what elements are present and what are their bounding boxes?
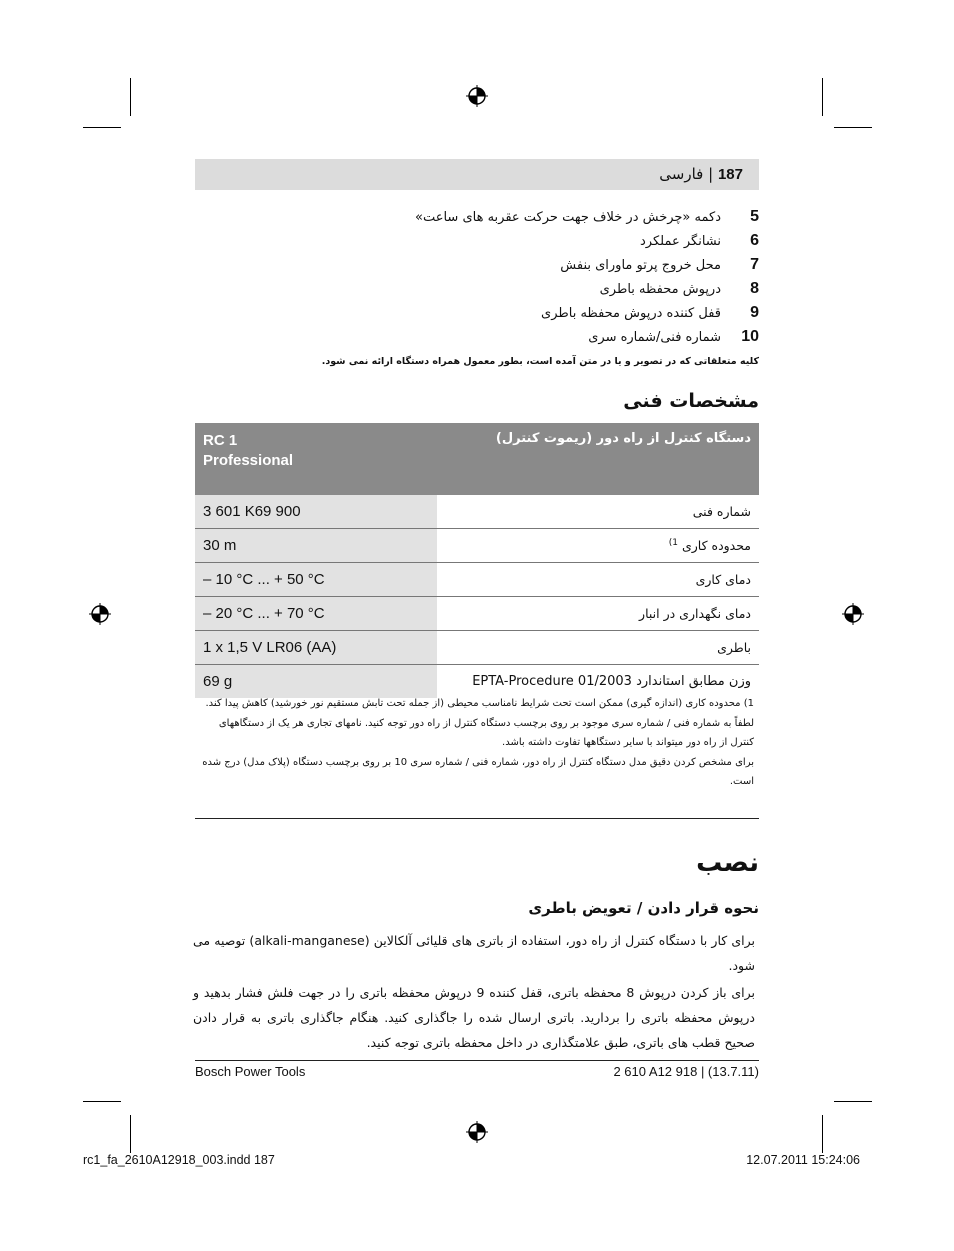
- registration-mark-icon: [466, 85, 488, 107]
- accessories-note: کلیه متعلقاتی که در تصویر و یا در متن آمده است، بطور معمول همراه دستگاه ارائه نمی شود.: [321, 356, 759, 367]
- spec-label: [437, 631, 759, 665]
- part-number: 6: [750, 232, 759, 249]
- spec-value: 1 x 1,5 V LR06 (AA): [195, 631, 437, 665]
- table-footnotes: [194, 694, 754, 792]
- part-number: 10: [741, 328, 759, 345]
- part-number: 9: [750, 304, 759, 321]
- spec-label-text: وزن مطابق استاندارد EPTA-Procedure 01/2003: [472, 674, 751, 689]
- spec-value: – 20 °C ... + 70 °C: [195, 597, 437, 631]
- divider: [195, 818, 759, 819]
- crop-mark: [822, 78, 823, 116]
- model-name: RC 1: [203, 432, 238, 449]
- header-separator: |: [708, 165, 714, 183]
- table-row: [195, 529, 759, 563]
- crop-mark: [130, 1115, 131, 1153]
- page-header-text: [659, 165, 743, 183]
- footnote-marker: 1): [668, 537, 678, 548]
- paragraph: برای باز کردن درپوش 8 محفظه باتری، قفل کننده 9 درپوش محفظه باتری را در جهت فلش فشار بدهید و درپوش محفظه باتری را بردارید. باتری ارسال شده را جاگذاری کنید. هنگام جاگذاری باتری به قرار دادن صحیح قطب های باتری، طبق علامتگذاری در داخل محفظه باتری توجه کنید.: [193, 985, 756, 1050]
- registration-mark-icon: [89, 603, 111, 625]
- model-line: Professional: [203, 452, 294, 469]
- spec-value: 69 g: [195, 665, 437, 699]
- page-number: 187: [717, 166, 743, 183]
- header-language: فارسی: [659, 165, 704, 183]
- crop-mark: [83, 127, 121, 128]
- device-header: دستگاه کنترل از راه دور (ریموت کنترل): [437, 423, 759, 495]
- battery-heading: نحوه قرار دادن / تعویض باطری: [528, 899, 759, 917]
- paragraph: برای کار با دستگاه کنترل از راه دور، استفاده از باتری های قلیائی آلکالاین (alkali-manganese) توصیه می شود.: [193, 933, 755, 973]
- footnote: برای مشخص کردن دقیق مدل دستگاه کنترل از راه دور، شماره فنی / شماره سری 10 بر روی برچسب دستگاه (پلاک مدل) درج شده است.: [202, 756, 754, 787]
- spec-label-text: دمای نگهداری در انبار: [639, 606, 751, 621]
- install-heading: نصب: [696, 848, 759, 878]
- part-number: 7: [750, 256, 759, 273]
- footer-brand: Bosch Power Tools: [195, 1064, 306, 1079]
- registration-mark-icon: [842, 603, 864, 625]
- part-number: 8: [750, 280, 759, 297]
- parts-list: [199, 205, 759, 349]
- crop-mark: [834, 1101, 872, 1102]
- footnote: لطفاً به شماره فنی / شماره سری موجود بر روی برچسب دستگاه کنترل از راه دور توجه کنید. نامهای تجاری هر یک از دستگاههای کنترل از راه دور میتواند با سایر دستگاهها تفاوت داشته باشد.: [218, 717, 754, 748]
- model-header: [195, 423, 437, 495]
- spec-label-text: شماره فنی: [692, 504, 751, 519]
- specs-heading: مشخصات فنی: [623, 390, 759, 412]
- page-header: [195, 159, 759, 190]
- spec-label-text: دمای کاری: [695, 572, 751, 587]
- part-label: محل خروج پرتو ماورای بنفش: [560, 257, 721, 273]
- spec-table: [195, 423, 759, 698]
- part-label: شماره فنی/شماره سری: [588, 329, 721, 345]
- list-item: [199, 301, 759, 325]
- part-label: قفل کننده درپوش محفظه باطری: [541, 305, 721, 321]
- slug-date: 12.07.2011 15:24:06: [746, 1153, 860, 1167]
- part-number: 5: [750, 208, 759, 225]
- spec-label: [437, 665, 759, 699]
- table-row: [195, 631, 759, 665]
- footnote: 1) محدوده کاری (اندازه گیری) ممکن است تحت شرایط نامناسب محیطی (از جمله تحت تابش مستقیم نور خورشید) کاهش پیدا کند.: [205, 698, 754, 709]
- list-item: [199, 253, 759, 277]
- crop-mark: [83, 1101, 121, 1102]
- part-label: درپوش محفظه باطری: [599, 281, 721, 297]
- list-item: [199, 229, 759, 253]
- spec-value: 3 601 K69 900: [195, 495, 437, 529]
- spec-label: [437, 529, 759, 563]
- list-item: [199, 205, 759, 229]
- list-item: [199, 277, 759, 301]
- crop-mark: [130, 78, 131, 116]
- footer-divider: [195, 1060, 759, 1061]
- table-header-row: [195, 423, 759, 495]
- registration-mark-icon: [466, 1121, 488, 1143]
- spec-label: [437, 597, 759, 631]
- table-row: [195, 563, 759, 597]
- spec-label: [437, 563, 759, 597]
- crop-mark: [822, 1115, 823, 1153]
- spec-label-text: باطری: [717, 640, 751, 655]
- part-label: دکمه «چرخش در خلاف جهت حرکت عقربه های ساعت»: [414, 209, 721, 225]
- spec-value: 30 m: [195, 529, 437, 563]
- spec-value: – 10 °C ... + 50 °C: [195, 563, 437, 597]
- spec-label: [437, 495, 759, 529]
- table-row: [195, 597, 759, 631]
- part-label: نشانگر عملکرد: [640, 233, 721, 249]
- spec-label-text: محدوده کاری: [681, 538, 751, 554]
- crop-mark: [834, 127, 872, 128]
- table-row: [195, 665, 759, 699]
- table-row: [195, 495, 759, 529]
- list-item: [199, 325, 759, 349]
- slug-file: rc1_fa_2610A12918_003.indd 187: [83, 1153, 275, 1167]
- footer-doc-number: 2 610 A12 918 | (13.7.11): [613, 1064, 759, 1079]
